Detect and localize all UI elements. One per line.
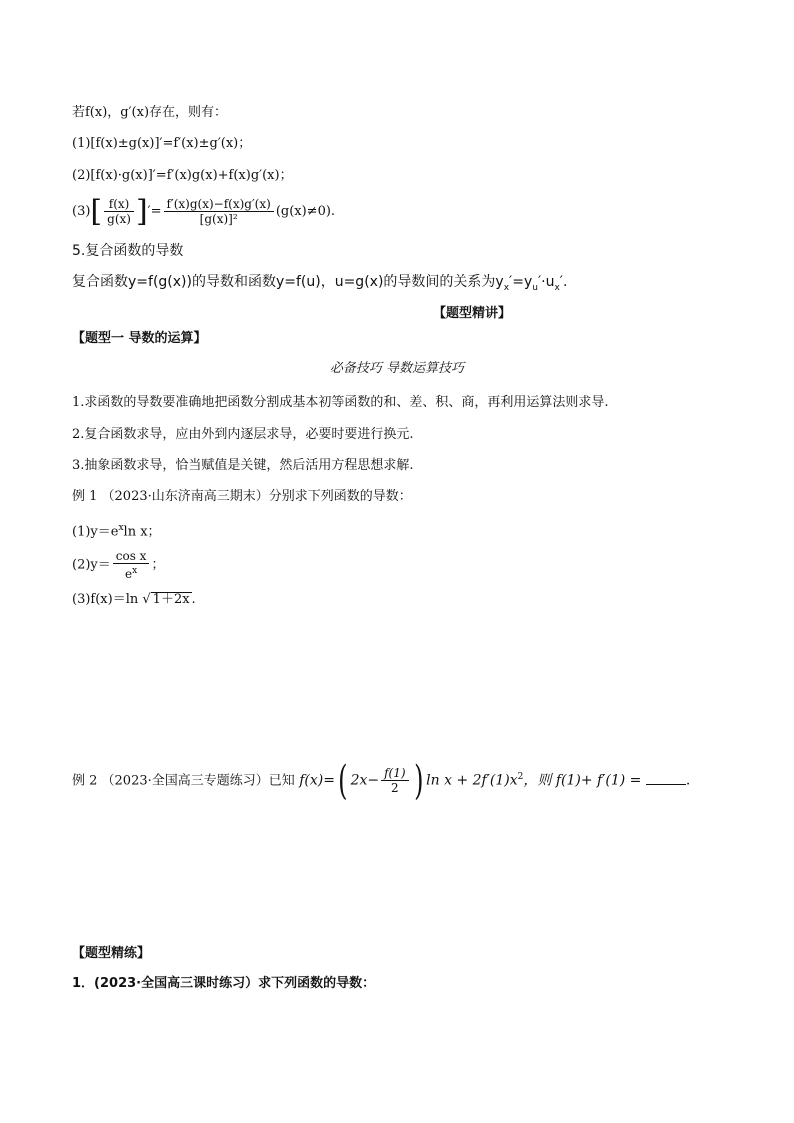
tip-1: 1.求函数的导数要准确地把函数分割成基本初等函数的和、差、积、商，再利用运算法则求导.: [72, 395, 609, 410]
condition-text: 若f(x)，g′(x)存在，则有：: [72, 105, 228, 120]
type1-header: 【题型一 导数的运算】: [72, 331, 207, 346]
answer-blank[interactable]: [646, 772, 686, 785]
example1-part2: (2)y＝ $\frac{\text{cos x}}{e^x}$ ；: [72, 549, 165, 581]
tip-3: 3.抽象函数求导，恰当赋值是关键，然后活用方程思想求解.: [72, 458, 414, 473]
example2-stem: 例 2 （2023·全国高三专题练习）已知: [72, 773, 295, 789]
skill-header: 必备技巧 导数运算技巧: [329, 361, 465, 376]
example2: 例 2 （2023·全国高三专题练习）已知 f(x)=( 2x− $\frac{f(1)}{2}$ ) $\ln x + 2f'(1)x^2$，则 f(1)+ f′(1) = .: [72, 757, 691, 804]
section5-heading: 5.复合函数的导数: [72, 243, 184, 259]
quotient-result-fraction: $\frac{f'(x)g(x)-f(x)g'(x)}{\text{[g(x)]²}}$: [164, 197, 274, 226]
sqrt-radicand: 1＋2x: [152, 592, 190, 607]
rule-sum: (1)[f(x)±g(x)]′=f′(x)±g′(x)；: [72, 136, 252, 151]
lecture-header: 【题型精讲】: [432, 306, 511, 321]
example1-fraction: $\frac{\text{cos x}}{e^x}$: [113, 549, 150, 581]
tip-2: 2.复合函数求导，应由外到内逐层求导，必要时要进行换元.: [72, 427, 414, 442]
example2-fraction: $\frac{f(1)}{2}$: [381, 766, 408, 795]
quotient-inner-fraction: $\frac{f(x)}{g(x)}$: [104, 197, 134, 226]
practice-1: 1．(2023·全国高三课时练习）求下列函数的导数：: [72, 976, 376, 991]
rule-product: (2)[f(x)·g(x)]′=f′(x)g(x)+f(x)g′(x)；: [72, 168, 293, 183]
rule-quotient: (3)[ $\frac{f(x)}{g(x)}$ ]′= $\frac{f'(x)g(x)-f(x)g'(x)}{\text{[g(x)]²}}$ (g(x)≠0).: [72, 193, 336, 229]
section5-text: 复合函数y=f(g(x))的导数和函数y=f(u)，u=g(x)的导数间的关系为$y_x'=y_u'\cdot u_x'$.: [72, 274, 568, 293]
example1-part1: $(1)y=e^x\ln$ x；: [72, 523, 161, 540]
rule-quotient-prefix: (3): [72, 204, 91, 219]
example1-stem: 例 1 （2023·山东济南高三期末）分别求下列函数的导数：: [72, 489, 412, 504]
practice-header: 【题型精练】: [72, 946, 151, 961]
example1-part3: (3)f(x)＝ln √ 1＋2x .: [72, 592, 196, 607]
